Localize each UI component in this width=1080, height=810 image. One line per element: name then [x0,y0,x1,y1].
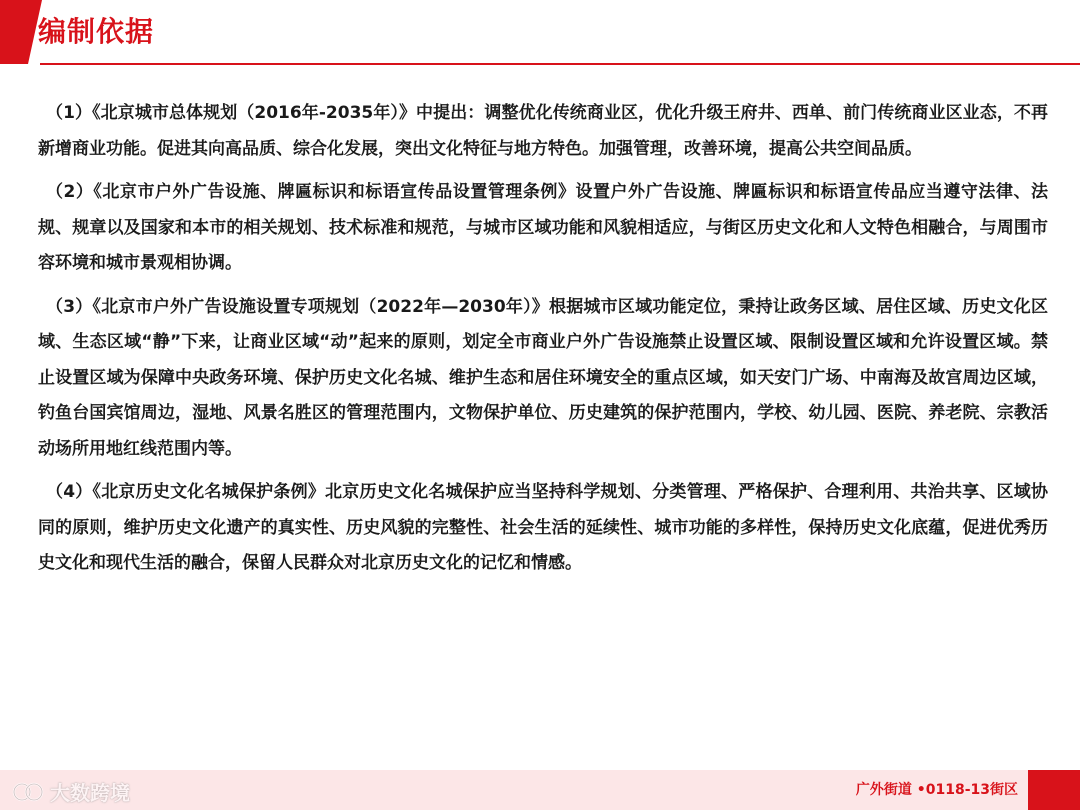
footer-accent-block [1028,770,1080,810]
watermark [12,777,130,806]
main-content [38,96,1048,590]
paragraph-1: （1）《北京城市总体规划（2016年-2035年）》中提出：调整优化传统商业区，优化升级王府井、西单、前门传统商业区业态，不再新增商业功能。促进其向高品质、综合化发展，突出文化特征与地方特色。加强管理，改善环境，提高公共空间品质。 [38,103,1048,159]
header-accent-bar [0,0,28,64]
brand-logo-icon [12,781,44,803]
footer-label: 广外街道 •0118-13街区 [855,782,1018,798]
header-divider [40,63,1080,65]
watermark-text: 大数跨境 [50,781,130,805]
footer-bar [0,770,1080,810]
paragraph-2: （2）《北京市户外广告设施、牌匾标识和标语宣传品设置管理条例》设置户外广告设施、牌匾标识和标语宣传品应当遵守法律、法规、规章以及国家和本市的相关规划、技术标准和规范，与城市区域功能和风貌相适应，与街区历史文化和人文特色相融合，与周围市容环境和城市景观相协调。 [38,182,1048,273]
paragraph-4: （4）《北京历史文化名城保护条例》北京历史文化名城保护应当坚持科学规划、分类管理、严格保护、合理利用、共治共享、区域协同的原则，维护历史文化遗产的真实性、历史风貌的完整性、社会生活的延续性、城市功能的多样性，保持历史文化底蕴，促进优秀历史文化和现代生活的融合，保留人民群众对北京历史文化的记忆和情感。 [38,482,1048,573]
page-title: 编制依据 [38,15,155,48]
paragraph-3: （3）《北京市户外广告设施设置专项规划（2022年—2030年）》根据城市区域功能定位，秉持让政务区域、居住区域、历史文化区域、生态区域“静”下来，让商业区域“动”起来的原则，划定全市商业户外广告设施禁止设置区域、限制设置区域和允许设置区域。禁止设置区域为保障中央政务环境、保护历史文化名城、维护生态和居住环境安全的重点区域，如天安门广场、中南海及故宫周边区域，钓鱼台国宾馆周边，湿地、风景名胜区的管理范围内，文物保护单位、历史建筑的保护范围内，学校、幼儿园、医院、养老院、宗教活动场所用地红线范围内等。 [38,296,1048,459]
header-bar [0,0,1080,64]
